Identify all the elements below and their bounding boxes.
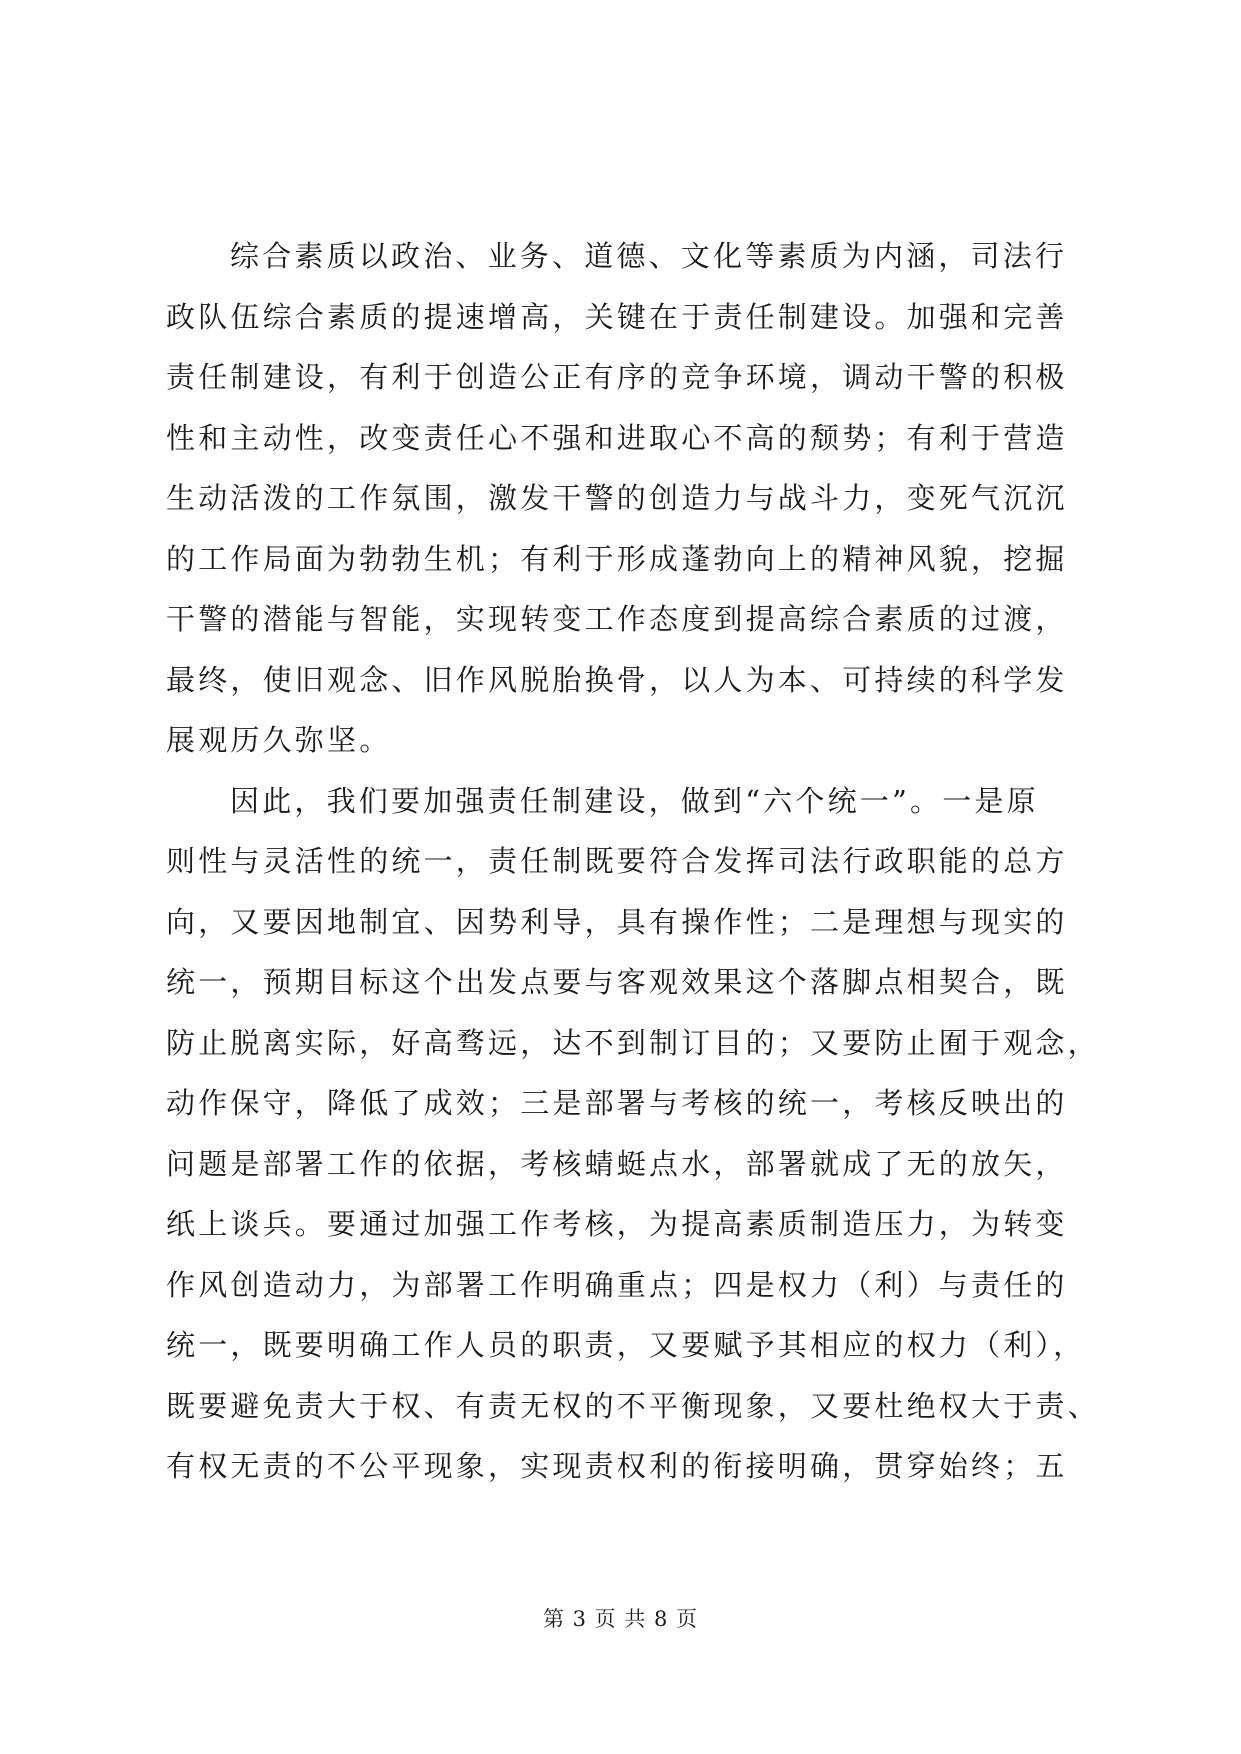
text-line: 则性与灵活性的统一，责任制既要符合发挥司法行政职能的总方 [166,844,1068,878]
text-line: 生动活泼的工作氛围，激发干警的创造力与战斗力，变死气沉沉 [166,481,1068,515]
text-line: 有权无责的不公平现象，实现责权利的衔接明确，贯穿始终；五 [166,1449,1068,1483]
paragraph-1 [166,226,1086,771]
page-number-label: 第 3 页 共 8 页 [542,1607,699,1631]
text-line: 综合素质以政治、业务、道德、文化等素质为内涵，司法行 [230,239,1068,273]
text-line: 责任制建设，有利于创造公正有序的竞争环境，调动干警的积极 [166,360,1068,394]
text-line: 既要避免责大于权、有责无权的不平衡现象，又要杜绝权大于责、 [166,1388,1100,1423]
text-line: 问题是部署工作的依据，考核蜻蜓点水，部署就成了无的放矢， [166,1146,1068,1181]
text-line: 政队伍综合素质的提速增高，关键在于责任制建设。加强和完善 [166,299,1068,334]
text-line: 动作保守，降低了成效；三是部署与考核的统一，考核反映出的 [166,1086,1068,1120]
text-line: 统一，既要明确工作人员的职责，又要赋予其相应的权力（利）， [166,1328,1086,1362]
text-line: 因此，我们要加强责任制建设，做到“六个统一”。一是原 [230,783,1039,818]
text-line: 干警的潜能与智能，实现转变工作态度到提高综合素质的过渡， [166,602,1068,636]
paragraph-2 [166,771,1100,1497]
text-line: 纸上谈兵。要通过加强工作考核，为提高素质制造压力，为转变 [166,1207,1068,1241]
body-text [166,226,1100,1497]
text-line: 作风创造动力，为部署工作明确重点；四是权力（利）与责任的 [166,1267,1068,1302]
page-footer [0,1603,1241,1633]
text-line: 统一，预期目标这个出发点要与客观效果这个落脚点相契合，既 [166,965,1068,999]
text-line: 最终，使旧观念、旧作风脱胎换骨，以人为本、可持续的科学发 [166,662,1068,697]
text-line: 性和主动性，改变责任心不强和进取心不高的颓势；有利于营造 [166,420,1068,455]
text-line: 的工作局面为勃勃生机；有利于形成蓬勃向上的精神风貌，挖掘 [166,541,1068,576]
text-line: 向，又要因地制宜、因势利导，具有操作性；二是理想与现实的 [166,904,1068,939]
text-line: 防止脱离实际，好高骛远，达不到制订目的；又要防止囿于观念， [166,1025,1100,1060]
text-line: 展观历久弥坚。 [166,723,392,757]
